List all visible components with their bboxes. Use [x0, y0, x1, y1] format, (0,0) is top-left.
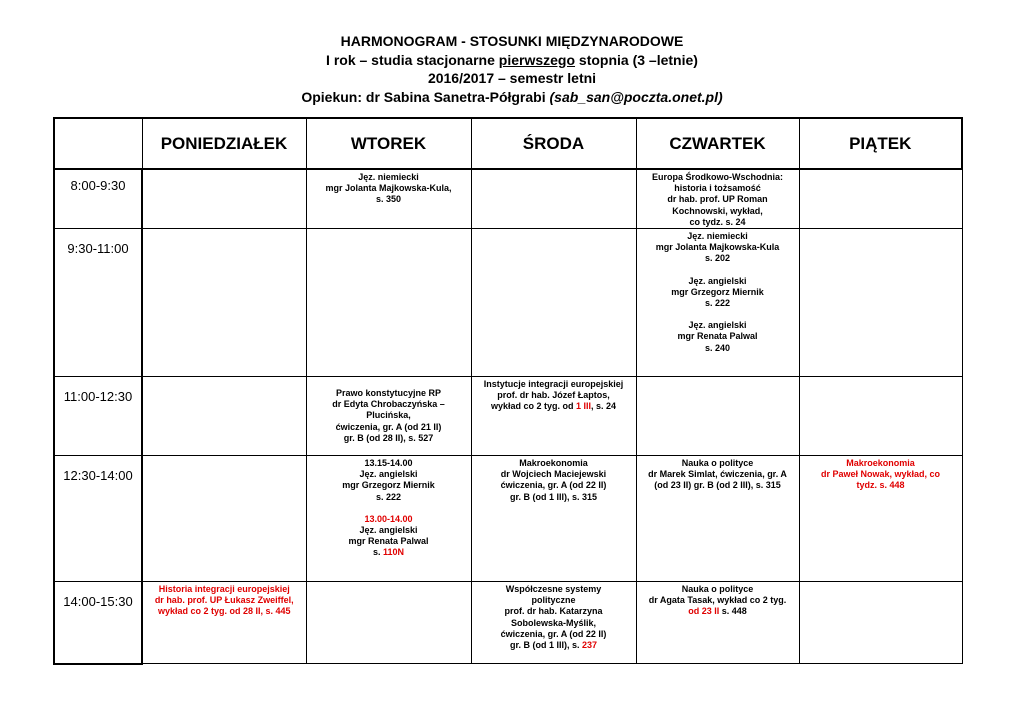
cell-line: Jęz. angielski: [688, 320, 747, 331]
schedule-cell-empty: [799, 229, 962, 377]
spacer: [307, 503, 471, 514]
cell-line: gr. B (od 1 III), s. 315: [509, 491, 598, 502]
day-header-monday: PONIEDZIAŁEK: [142, 118, 306, 169]
schedule-table: [53, 117, 963, 665]
cell-text: wykład co 2 tyg. od: [490, 401, 576, 412]
cell-line: s. 240: [704, 342, 731, 353]
cell-line: co tydz. s. 24: [689, 216, 746, 227]
schedule-cell: [306, 456, 471, 582]
corner-cell: [54, 118, 142, 169]
cell-line: Jęz. angielski: [688, 275, 747, 286]
cell-line: Kochnowski, wykład,: [672, 205, 763, 216]
time-slot: 9:30-11:00: [54, 229, 142, 377]
title: HARMONOGRAM - STOSUNKI MIĘDZYNARODOWE: [340, 33, 684, 49]
cell-line: Makroekonomia: [519, 458, 588, 469]
cell-line: prof. dr hab. Katarzyna: [504, 606, 603, 617]
schedule-cell-empty: [799, 169, 962, 229]
supervisor-line: [0, 88, 1024, 107]
cell-line-highlight: Historia integracji europejskiej: [158, 584, 290, 595]
cell-line: s. 222: [704, 298, 731, 309]
cell-text-highlight: 1 III: [575, 401, 591, 412]
schedule-cell-empty: [142, 377, 306, 456]
table-row: [54, 169, 962, 229]
cell-line: [472, 640, 636, 651]
spacer: [637, 265, 799, 276]
cell-line: historia i tożsamość: [674, 183, 761, 194]
table-row: [54, 582, 962, 664]
schedule-cell: [471, 582, 636, 664]
cell-line: dr Agata Tasak, wykład co 2 tyg.: [648, 595, 787, 606]
schedule-cell: [306, 169, 471, 229]
cell-line-highlight: tydz. s. 448: [856, 480, 905, 491]
schedule-cell-empty: [799, 582, 962, 664]
cell-line: ćwiczenia, gr. A (od 22 II): [500, 628, 607, 639]
schedule-cell-empty: [471, 169, 636, 229]
cell-line: dr hab. prof. UP Roman: [667, 194, 768, 205]
table-row: [54, 456, 962, 582]
cell-line: Nauka o polityce: [681, 584, 754, 595]
cell-line: Jęz. niemiecki: [358, 172, 419, 182]
cell-line: Jęz. angielski: [359, 525, 418, 536]
cell-line: s. 222: [375, 491, 402, 502]
schedule-cell-empty: [471, 229, 636, 377]
cell-line-highlight: Makroekonomia: [846, 458, 915, 469]
cell-line: gr. B (od 28 II), s. 527: [343, 432, 434, 443]
cell-line-highlight: dr Paweł Nowak, wykład, co: [820, 469, 941, 480]
cell-line: ćwiczenia, gr. A (od 21 II): [335, 421, 442, 432]
cell-line: 13.15-14.00: [364, 458, 413, 469]
schedule-cell: [142, 582, 306, 664]
cell-line: mgr Grzegorz Miernik: [342, 480, 435, 491]
cell-line: Prawo konstytucyjne RP: [335, 388, 442, 399]
cell-text-highlight: od 23 II: [688, 606, 720, 617]
cell-line: [307, 547, 471, 558]
subtitle-year: 2016/2017 – semestr letni: [427, 70, 597, 86]
cell-line: Europa Środkowo-Wschodnia:: [651, 172, 783, 182]
schedule-cell-empty: [142, 456, 306, 582]
cell-line: ćwiczenia, gr. A (od 22 II): [500, 480, 607, 491]
schedule-cell-empty: [306, 229, 471, 377]
subtitle-part: stopnia (3 –letnie): [575, 51, 698, 68]
time-slot: 14:00-15:30: [54, 582, 142, 664]
day-header-wednesday: ŚRODA: [471, 118, 636, 169]
supervisor-email: (sab_san@poczta.onet.pl): [549, 88, 723, 105]
cell-line: s. 350: [375, 194, 402, 205]
cell-line-highlight: dr hab. prof. UP Łukasz Zweiffel,: [154, 595, 294, 606]
schedule-cell-empty: [636, 377, 799, 456]
schedule-cell-empty: [306, 582, 471, 664]
cell-line: Jęz. niemiecki: [687, 231, 748, 242]
cell-line: Plucińska,: [366, 410, 411, 421]
cell-line: Jęz. angielski: [359, 469, 418, 480]
cell-line: mgr Jolanta Majkowska-Kula,: [325, 183, 452, 194]
day-header-tuesday: WTOREK: [306, 118, 471, 169]
cell-line-highlight: 13.00-14.00: [364, 513, 413, 524]
document-header: [0, 32, 1024, 106]
spacer: [637, 309, 799, 320]
time-slot: 12:30-14:00: [54, 456, 142, 582]
cell-line: [472, 401, 636, 412]
schedule-cell: [471, 377, 636, 456]
table-row: [54, 229, 962, 377]
subtitle-underlined: pierwszego: [498, 51, 576, 68]
cell-text: s. 448: [719, 606, 747, 617]
cell-line: [637, 606, 799, 617]
day-header-row: [54, 118, 962, 169]
time-slot: 11:00-12:30: [54, 377, 142, 456]
subtitle-program: [0, 51, 1024, 70]
cell-text-highlight: 110N: [382, 547, 405, 558]
schedule-cell-empty: [142, 169, 306, 229]
cell-line: s. 202: [704, 253, 731, 264]
schedule-cell: [636, 582, 799, 664]
schedule-cell-empty: [142, 229, 306, 377]
cell-line: (od 23 II) gr. B (od 2 III), s. 315: [654, 480, 781, 491]
table-row: [54, 377, 962, 456]
time-slot: 8:00-9:30: [54, 169, 142, 229]
cell-text: , s. 24: [591, 401, 617, 412]
cell-line: Nauka o polityce: [681, 458, 754, 469]
cell-line: dr Edyta Chrobaczyńska –: [332, 399, 445, 410]
schedule-cell: [799, 456, 962, 582]
cell-line: mgr Grzegorz Miernik: [671, 286, 764, 297]
schedule-cell: [636, 169, 799, 229]
cell-line: mgr Renata Palwal: [677, 331, 758, 342]
cell-text-highlight: 237: [581, 640, 598, 651]
cell-line-highlight: wykład co 2 tyg. od 28 II, s. 445: [157, 606, 291, 617]
cell-line: dr Marek Simlat, ćwiczenia, gr. A: [648, 469, 787, 480]
supervisor-name: Opiekun: dr Sabina Sanetra-Półgrabi: [301, 88, 550, 105]
schedule-cell: [636, 229, 799, 377]
cell-line: prof. dr hab. Józef Łaptos,: [497, 390, 610, 401]
schedule-cell: [471, 456, 636, 582]
schedule-cell: [306, 377, 471, 456]
cell-line: Współczesne systemy: [505, 584, 602, 595]
cell-text: s.: [372, 547, 383, 558]
day-header-thursday: CZWARTEK: [636, 118, 799, 169]
day-header-friday: PIĄTEK: [799, 118, 962, 169]
cell-line: Instytucje integracji europejskiej: [483, 379, 624, 390]
cell-line: Sobolewska-Myślik,: [510, 617, 597, 628]
schedule-cell-empty: [799, 377, 962, 456]
subtitle-part: I rok – studia stacjonarne: [326, 51, 499, 68]
schedule-cell: [636, 456, 799, 582]
cell-line: mgr Renata Palwal: [348, 536, 429, 547]
cell-line: polityczne: [531, 595, 576, 606]
cell-line: mgr Jolanta Majkowska-Kula: [655, 242, 780, 253]
cell-line: dr Wojciech Maciejewski: [500, 469, 607, 480]
cell-text: gr. B (od 1 III), s.: [509, 640, 582, 651]
